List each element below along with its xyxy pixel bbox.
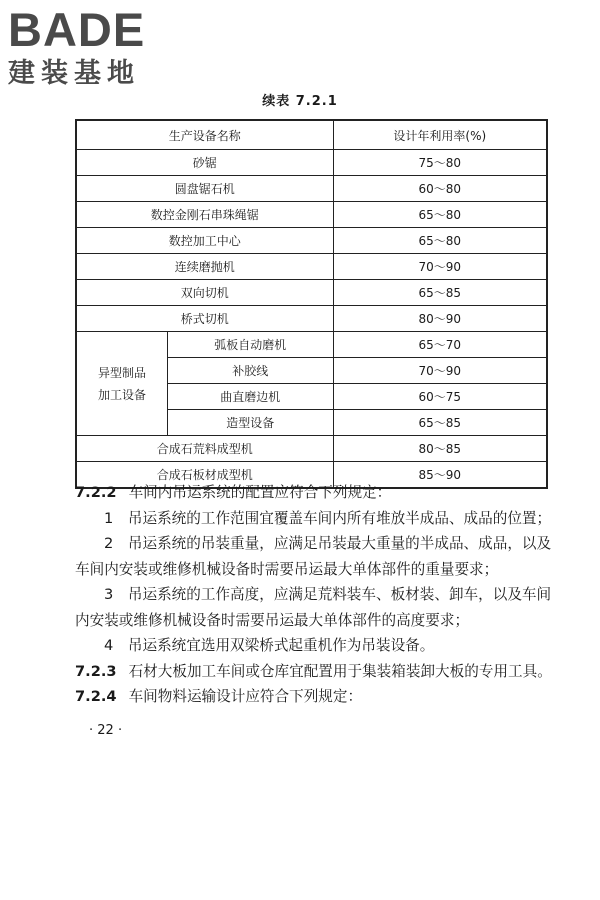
equipment-name: 砂锯 xyxy=(76,150,333,176)
logo-wordmark: BADE xyxy=(8,3,146,56)
table-row xyxy=(76,202,547,228)
table-row xyxy=(76,332,547,358)
utilization-rate: 80～90 xyxy=(333,306,547,332)
logo-subtitle: 建装基地 xyxy=(8,58,140,89)
clause-text: 石材大板加工车间或仓库宜配置用于集装箱装卸大板的专用工具。 xyxy=(128,662,552,680)
utilization-rate: 65～80 xyxy=(333,202,547,228)
table-row xyxy=(76,306,547,332)
clause-number: 7.2.2 xyxy=(75,484,117,501)
equipment-name: 桥式切机 xyxy=(76,306,333,332)
utilization-rate: 60～75 xyxy=(333,384,547,410)
table-header-row xyxy=(76,120,547,150)
clause xyxy=(75,480,555,506)
header-utilization-rate: 设计年利用率(%) xyxy=(333,120,547,150)
table-row xyxy=(76,228,547,254)
group-label-line: 异型制品 xyxy=(97,365,146,380)
table-row xyxy=(76,150,547,176)
equipment-name: 数控加工中心 xyxy=(76,228,333,254)
utilization-rate: 75～80 xyxy=(333,150,547,176)
equipment-name: 弧板自动磨机 xyxy=(168,332,334,358)
clause xyxy=(75,659,555,685)
group-label-line: 加工设备 xyxy=(97,387,146,402)
equipment-name: 合成石荒料成型机 xyxy=(76,436,333,462)
body-text xyxy=(75,480,555,743)
equipment-name: 双向切机 xyxy=(76,280,333,306)
sub-clause: 3 吊运系统的工作高度，应满足荒料装车、板材装、卸车，以及车间内安装或维修机械设备时需要吊运最大单体部件的高度要求； xyxy=(75,586,552,629)
clause xyxy=(75,684,555,710)
equipment-name: 数控金刚石串珠绳锯 xyxy=(76,202,333,228)
clause-text: 车间内吊运系统的配置应符合下列规定： xyxy=(128,484,392,501)
sub-clause: 2 吊运系统的吊装重量，应满足吊装最大重量的半成品、成品，以及车间内安装或维修机械设备时需要吊运最大单体部件的重量要求； xyxy=(75,535,552,578)
clause-number: 7.2.4 xyxy=(75,688,117,705)
equipment-name: 造型设备 xyxy=(168,410,334,436)
logo xyxy=(8,4,178,90)
table-row xyxy=(76,254,547,280)
table-title: 续表 7.2.1 xyxy=(262,94,338,109)
utilization-rate: 65～85 xyxy=(333,410,547,436)
table-row xyxy=(76,436,547,462)
clause-text: 车间物料运输设计应符合下列规定： xyxy=(128,688,363,705)
utilization-rate: 60～80 xyxy=(333,176,547,202)
utilization-rate: 65～80 xyxy=(333,228,547,254)
equipment-name: 圆盘锯石机 xyxy=(76,176,333,202)
group-label xyxy=(76,332,168,436)
utilization-rate: 80～85 xyxy=(333,436,547,462)
utilization-rate: 70～90 xyxy=(333,358,547,384)
equipment-table xyxy=(75,119,548,489)
table-row xyxy=(76,280,547,306)
utilization-rate: 70～90 xyxy=(333,254,547,280)
utilization-rate: 65～85 xyxy=(333,280,547,306)
utilization-rate: 65～70 xyxy=(333,332,547,358)
equipment-name: 曲直磨边机 xyxy=(168,384,334,410)
page-number: · 22 · xyxy=(89,722,123,738)
clause-number: 7.2.3 xyxy=(75,662,117,680)
utilization-rate: 85～90 xyxy=(333,462,547,489)
sub-clause: 1 吊运系统的工作范围宜覆盖车间内所有堆放半成品、成品的位置； xyxy=(104,509,552,527)
equipment-name: 补胶线 xyxy=(168,358,334,384)
header-equipment-name: 生产设备名称 xyxy=(76,120,333,150)
sub-clause: 4 吊运系统宜选用双梁桥式起重机作为吊装设备。 xyxy=(104,637,435,654)
table-row xyxy=(76,176,547,202)
equipment-name: 连续磨抛机 xyxy=(76,254,333,280)
equipment-name: 合成石板材成型机 xyxy=(76,462,333,489)
